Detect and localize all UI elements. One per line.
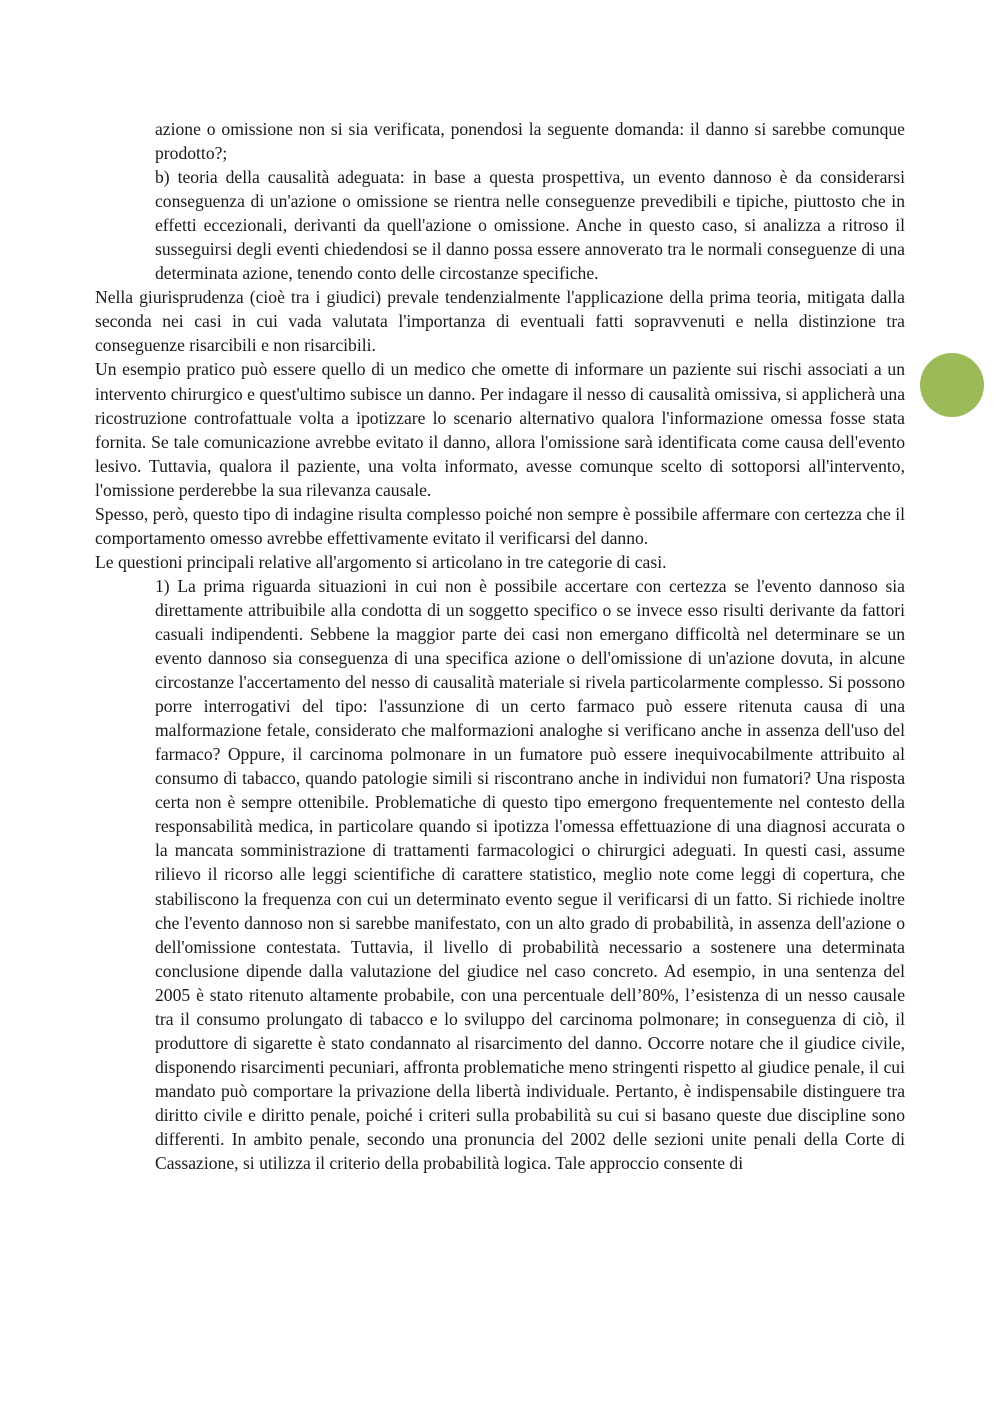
paragraph-counterfactual-end: azione o omissione non si sia verificata, ponendosi la seguente domanda: il danno si sarebbe comunque prodotto?;: [155, 119, 905, 164]
body-text: [95, 117, 905, 1175]
paragraph-investigation-complexity: Spesso, però, questo tipo di indagine risulta complesso poiché non sempre è possibile affermare con certezza che il comportamento omesso avrebbe effettivamente evitato il verificarsi del danno.: [95, 503, 905, 548]
paragraph-first-category: 1) La prima riguarda situazioni in cui non è possibile accertare con certezza se l'evento dannoso sia direttamente attribuibile alla condotta di un soggetto specifico o se invece esso risulti derivante da fattori casuali indipendenti. Sebbene la maggior parte dei casi non emergano difficoltà nel determinare se un evento dannoso sia conseguenza di una specifica azione o dell'omissione di un'azione dovuta, in alcune circostanze l'accertamento del nesso di causalità materiale si rivela particolarmente complesso. Si possono porre interrogativi del tipo: l'assunzione di un certo farmaco può essere ritenuta causa di una malformazione fetale, considerato che malformazioni analoghe si verificano anche in assenza dell'uso del farmaco? Oppure, il carcinoma polmonare in un fumatore può essere inequivocabilmente attribuito al consumo di tabacco, quando patologie simili si riscontrano anche in individui non fumatori? Una risposta certa non è sempre ottenibile. Problematiche di questo tipo emergono frequentemente nel contesto della responsabilità medica, in particolare quando si ipotizza l'omessa effettuazione di una diagnosi accurata o la mancata somministrazione di trattamenti farmacologici o chirurgici adeguati. In questi casi, assume rilievo il ricorso alle leggi scientifiche di carattere statistico, meglio note come leggi di copertura, che stabiliscono la frequenza con cui un determinato evento segue il verificarsi di un fatto. Si richiede inoltre che l'evento dannoso non si sarebbe manifestato, con un alto grado di probabilità, in assenza dell'azione o dell'omissione contestata. Tuttavia, il livello di probabilità necessario a sostenere una determinata conclusione dipende dalla valutazione del giudice nel caso concreto. Ad esempio, in una sentenza del 2005 è stato ritenuto altamente probabile, con una percentuale dell’80%, l’esistenza di un nesso causale tra il consumo prolungato di tabacco e lo sviluppo del carcinoma polmonare; in conseguenza di ciò, il produttore di sigarette è stato condannato al risarcimento del danno. Occorre notare che il giudice civile, disponendo risarcimenti pecuniari, affronta problematiche meno stringenti rispetto al giudice penale, il cui mandato può comportare la privazione della libertà individuale. Pertanto, è indispensabile distinguere tra diritto civile e diritto penale, poiché i criteri sulla probabilità su cui si basano queste due discipline sono differenti. In ambito penale, secondo una pronuncia del 2002 delle sezioni unite penali della Corte di Cassazione, si utilizza il criterio della probabilità logica. Tale approccio consente di: [155, 575, 905, 1174]
paragraph-practical-example: Un esempio pratico può essere quello di un medico che omette di informare un paziente sui rischi associati a un intervento chirurgico e quest'ultimo subisce un danno. Per indagare il nesso di causalità omissiva, si applicherà una ricostruzione controfattuale volta a ipotizzare lo scenario alternativo qualora l'informazione omessa fosse stata fornita. Se tale comunicazione avrebbe evitato il danno, allora l'omissione sarà identificata come causa dell'evento lesivo. Tuttavia, qualora il paziente, una volta informato, avesse comunque scelto di sottoporsi all'intervento, l'omissione perderebbe la sua rilevanza causale.: [95, 359, 905, 500]
paragraph-jurisprudence: Nella giurisprudenza (cioè tra i giudici) prevale tendenzialmente l'applicazione della prima teoria, mitigata dalla seconda nei casi in cui vada valutata l'importanza di eventuali fatti sopravvenuti e nella distinzione tra conseguenze risarcibili e non risarcibili.: [95, 287, 905, 356]
paragraph-adequate-causality: b) teoria della causalità adeguata: in base a questa prospettiva, un evento dannoso è da considerarsi conseguenza di un'azione o omissione se rientra nelle conseguenze prevedibili e tipiche, piuttosto che in effetti eccezionali, derivanti da quell'azione o omissione. Anche in questo caso, si analizza a ritroso il susseguirsi degli eventi chiedendosi se il danno possa essere annoverato tra le normali conseguenze di una determinata azione, tenendo conto delle circostanze specifiche.: [155, 167, 905, 284]
green-circle-marker: [920, 353, 984, 417]
paragraph-main-questions: Le questioni principali relative all'argomento si articolano in tre categorie di casi.: [95, 551, 667, 572]
